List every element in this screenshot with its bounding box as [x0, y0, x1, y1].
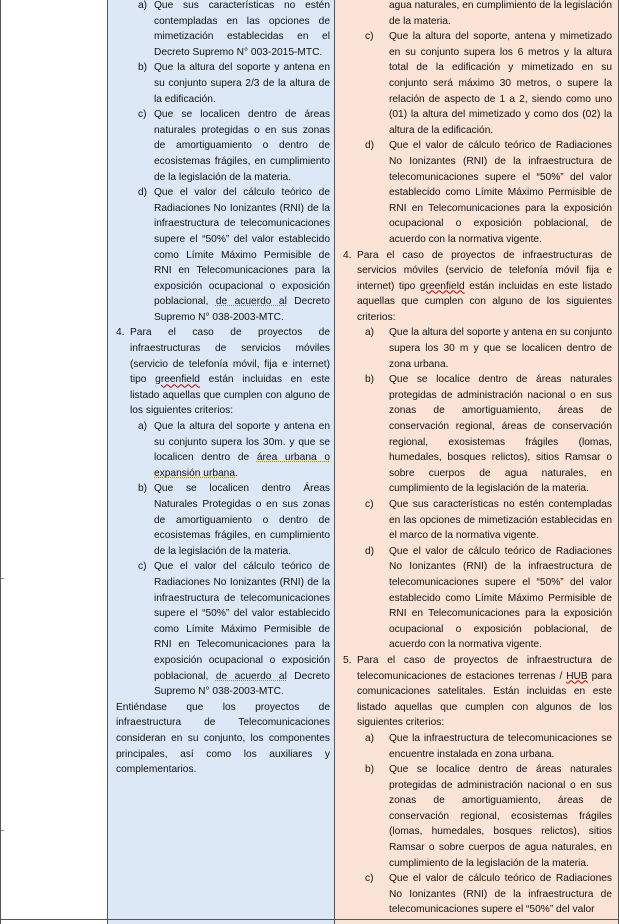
list-item: [335, 871, 618, 918]
spellcheck-word: greenfield: [419, 280, 465, 292]
list-item-4: [108, 325, 334, 419]
item-text: Para el caso de proyectos de infraestructura de telecomunicaciones de estaciones terrenas /: [357, 654, 612, 682]
right-sublist-4: [335, 325, 618, 652]
item-label: a): [365, 327, 375, 339]
item-label: 5.: [343, 654, 352, 666]
list-item-4: [335, 248, 618, 326]
item-label: b): [365, 764, 375, 776]
right-column: [335, 0, 619, 924]
item-text: Que el valor de cálculo teórico de Radiaciones No Ionizantes (RNI) de la infraestructura de telecomunicaciones supere el “50%” del valor establecido como Límite Máximo Permisible de RNI en Telecomunicaciones para la exposición ocupacional o exposición poblacional, de acuerdo con la normativa vigente.: [389, 545, 612, 651]
item-text: Que el valor de cálculo teórico de Radiaciones No Ionizantes (RNI) de la infraestructura de telecomunicaciones supere el “50%” del valor: [389, 873, 612, 916]
list-item: [335, 762, 618, 871]
list-item: [335, 497, 618, 544]
item-text: Que el valor del cálculo teórico de Radiaciones No Ionizantes (RNI) de la infraestructura de telecomunicaciones supere el “50%” del valor establecido como Límite Máximo Permisible de RNI en Telecomunicaciones para la exposición ocupacional o exposición poblacional,: [154, 561, 330, 682]
item-text: Que se localice dentro de áreas naturales protegidas de administración nacional o en sus zonas de amortiguamiento, áreas de conservación regional, ecosistemas frágiles (lomas, humedales, bosques relictos), sitios Ramsar o sobre cuerpos de agua naturales, en cumplimiento de la legislación de la materia.: [389, 764, 612, 869]
item-label: c): [138, 561, 147, 573]
list-item: [335, 325, 618, 372]
margin-tick: [1, 830, 4, 831]
item-text: Para el caso de proyectos de infraestructuras de servicios móviles (servicio de telefonía móvil, fija e internet) tipo: [130, 327, 330, 386]
item-text: Que la altura del soporte y antena en su conjunto supera los 30 m y que se localicen dentro de zona urbana.: [389, 327, 612, 370]
item-label: 4.: [116, 327, 125, 339]
item-text: Que se localice dentro de áreas naturales protegidas de administración nacional o en sus zonas de amortiguamiento, áreas de conservación regional, áreas de conservación regional, exosistemas frágiles (lomas, humedales, bosques relictos), sitios Ramsar o sobre cuerpos de agua naturales, en cumplimiento de la legislación de la materia.: [389, 374, 612, 495]
item-label: a): [138, 421, 148, 433]
margin-tick: [1, 578, 4, 579]
mid-sublist-1: [108, 0, 334, 325]
item-text: para comunicaciones satelitales. Están incluidas en este listado aquellas que cumplen con algunos de los siguientes criterios:: [357, 670, 612, 729]
item-label: c): [365, 31, 374, 43]
list-item: [108, 0, 334, 60]
item-label: b): [138, 483, 148, 495]
left-empty-column: [0, 0, 108, 924]
list-item-5: [335, 653, 618, 731]
list-item: [108, 559, 334, 699]
item-text: Que la infraestructura de telecomunicaciones se encuentre instalada en zona urbana.: [389, 732, 612, 760]
item-label: d): [365, 545, 375, 557]
spellcheck-word: greenfield: [155, 374, 200, 386]
item-label: c): [365, 873, 374, 885]
item-text: .: [235, 467, 238, 479]
item-text: Decreto Supremo N° 038-2003-MTC.: [154, 670, 330, 698]
list-item: [108, 419, 334, 481]
item-label: b): [365, 374, 375, 386]
item-text: Que la altura del soporte, antena y mimetizado en su conjunto supera los 6 metros y la altura total de la edificación y mimetizado en su conjunto será máximo 30 metros, o supere la relación de aspecto de 1 a 2, siendo como uno (01) la altura del mimetizado y como dos (02) la altura de la edificación.: [389, 31, 612, 136]
list-item: [335, 372, 618, 497]
item-text: Que la altura del soporte y antena en su conjunto supera 2/3 de la altura de la edificación.: [154, 62, 330, 105]
list-item: [108, 481, 334, 559]
item-label: a): [365, 732, 375, 744]
item-label: 4.: [343, 249, 352, 261]
list-item: [335, 731, 618, 762]
list-item: [335, 29, 618, 138]
item-label: c): [138, 109, 147, 121]
item-text: están incluidas en este listado aquellas que cumplen con alguno de los siguientes criterios:: [357, 280, 612, 323]
marked-text: área urbana o expansión urbana: [154, 452, 330, 479]
item-label: c): [365, 499, 374, 510]
list-item: [108, 107, 334, 185]
marked-text: de acuerdo al: [215, 296, 287, 308]
item-text: Que el valor del cálculo teórico de Radiaciones No Ionizantes (RNI) de la infraestructura de telecomunicaciones supere el “50%” del valor establecido como Límite Máximo Permisible de RNI en Telecomunicaciones para la exposición ocupacional o exposición poblacional,: [154, 187, 330, 308]
middle-column: [108, 0, 335, 924]
item-text: Que el valor de cálculo teórico de Radiaciones No Ionizantes (RNI) de la infraestructura de telecomunicaciones supere el “50%” del valor establecido como Límite Máximo Permisible de RNI en Telecomunicaciones para la exposición ocupacional o exposición poblacional, de acuerdo con la normativa vigente.: [389, 140, 612, 245]
item-text: Que sus características no estén contempladas en las opciones de mimetización establecidas en el Decreto Supremo N° 003-2015-MTC.: [154, 0, 330, 58]
right-sublist-1: [335, 29, 618, 247]
item-text: Decreto Supremo N° 038-2003-MTC.: [154, 296, 330, 323]
mid-sublist-4: [108, 419, 334, 700]
marked-text: de acuerdo al: [215, 670, 287, 682]
table-bottom-border: [0, 919, 619, 920]
item-text: Para el caso de proyectos de infraestructuras de servicios móviles (servicio de telefonía móvil fija e internet) tipo: [357, 249, 612, 292]
item-text: están incluidas en este listado aquellas que cumplen con alguno de los siguientes criterios:: [130, 374, 330, 417]
item-text: Que se localicen dentro Áreas Naturales Protegidas o en sus zonas de amortiguamiento o dentro de ecosistemas frágiles, en cumplimiento de la legislación de la materia.: [154, 483, 330, 557]
list-item: [108, 185, 334, 325]
list-item: [108, 60, 334, 107]
item-label: b): [138, 62, 148, 74]
item-text: Que sus características no estén contempladas en las opciones de mimetización establecidas en el marco de la normativa vigente.: [389, 499, 612, 542]
item-label: d): [138, 187, 148, 199]
list-item: [335, 544, 618, 653]
item-text: Que la altura del soporte y antena en su conjunto supera los 30m. y que se localicen dentro de: [154, 421, 330, 464]
item-label: a): [138, 0, 148, 11]
list-item: [335, 138, 618, 247]
right-sublist-5: [335, 731, 618, 918]
item-text: Que se localicen dentro de áreas naturales protegidas o en sus zonas de amortiguamiento o dentro de ecosistemas frágiles, en cumplimiento de la legislación de la materia.: [154, 109, 330, 183]
item-label: d): [365, 140, 375, 152]
continued-text: agua naturales, en cumplimiento de la legislación de la materia.: [389, 0, 612, 27]
closing-paragraph: Entiéndase que los proyectos de infraestructura de Telecomunicaciones consideran en su conjunto, los componentes principales, así como los auxiliares y complementarios.: [116, 701, 330, 776]
spellcheck-word: HUB: [566, 670, 588, 682]
